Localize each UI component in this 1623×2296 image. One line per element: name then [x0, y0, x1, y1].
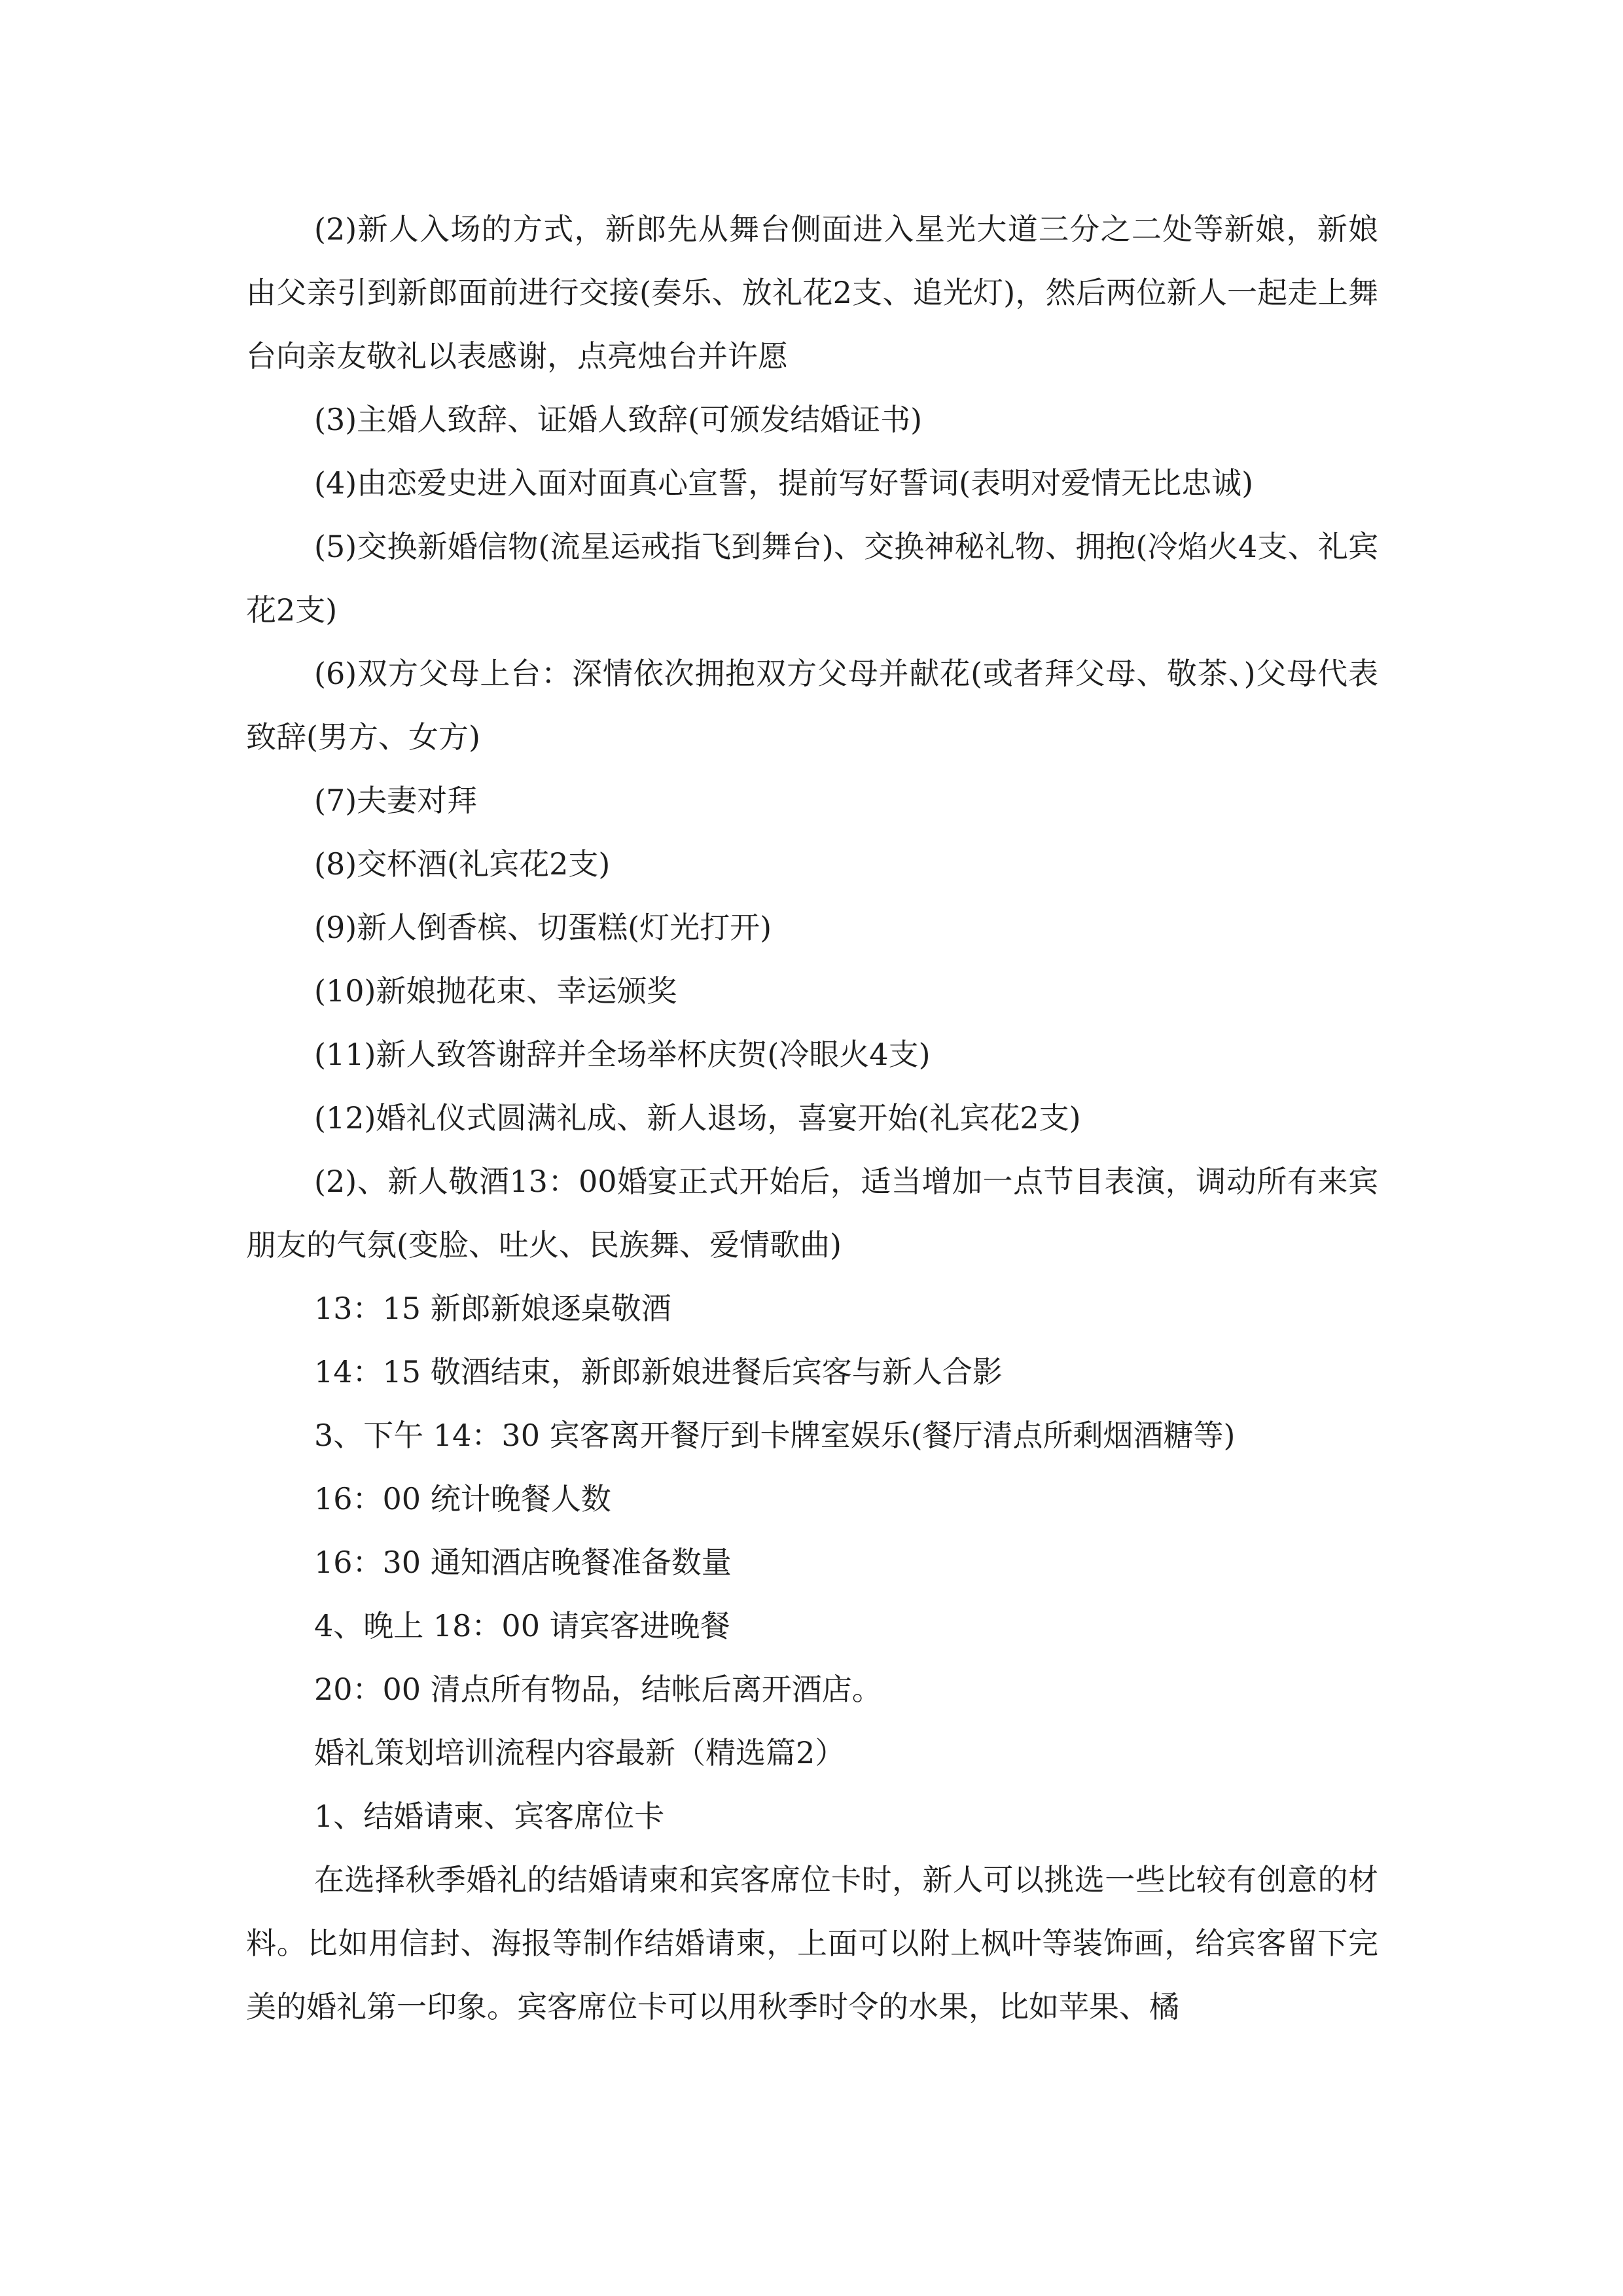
paragraph-officiant-speech: (3)主婚人致辞、证婚人致辞(可颁发结婚证书) — [314, 402, 923, 437]
paragraph-schedule-1315: 13：15 新郎新娘逐桌敬酒 — [314, 1291, 671, 1326]
paragraph-invitations: 在选择秋季婚礼的结婚请柬和宾客席位卡时，新人可以挑选一些比较有创意的材料。比如用信封、海报等制作结婚请柬，上面可以附上枫叶等装饰画，给宾客留下完美的婚礼第一印象。宾客席位卡可以用秋季时令的水果，比如苹果、橘 — [246, 1862, 1378, 2024]
document-body — [246, 198, 1378, 2039]
paragraph-vows: (4)由恋爱史进入面对面真心宣誓，提前写好誓词(表明对爱情无比忠诚) — [314, 465, 1254, 501]
paragraph-schedule-1415: 14：15 敬酒结束，新郎新娘进餐后宾客与新人合影 — [314, 1354, 1003, 1390]
paragraph-cross-cup-wine: (8)交杯酒(礼宾花2支) — [314, 846, 611, 882]
paragraph-parents-stage: (6)双方父母上台：深情依次拥抱双方父母并献花(或者拜父母、敬茶、)父母代表致辞(男方、女方) — [246, 656, 1378, 755]
paragraph-schedule-1600: 16：00 统计晚餐人数 — [314, 1481, 611, 1516]
paragraph-exchange-tokens: (5)交换新婚信物(流星运戒指飞到舞台)、交换神秘礼物、拥抱(冷焰火4支、礼宾花2支) — [246, 529, 1378, 628]
subsection-heading: 1、结婚请柬、宾客席位卡 — [314, 1799, 665, 1834]
paragraph-thanks-toast: (11)新人致答谢辞并全场举杯庆贺(冷眼火4支) — [314, 1037, 931, 1072]
paragraph-schedule-1430: 3、下午 14：30 宾客离开餐厅到卡牌室娱乐(餐厅清点所剩烟酒糖等) — [314, 1418, 1236, 1453]
paragraph-ceremony-end: (12)婚礼仪式圆满礼成、新人退场，喜宴开始(礼宾花2支) — [314, 1100, 1081, 1136]
paragraph-champagne-cake: (9)新人倒香槟、切蛋糕(灯光打开) — [314, 910, 772, 945]
paragraph-bouquet-toss: (10)新娘抛花束、幸运颁奖 — [314, 973, 677, 1009]
section-heading: 婚礼策划培训流程内容最新（精选篇2） — [314, 1735, 846, 1770]
paragraph-couple-bow: (7)夫妻对拜 — [314, 783, 478, 818]
paragraph-schedule-2000: 20：00 清点所有物品，结帐后离开酒店。 — [314, 1672, 882, 1707]
paragraph-entrance: (2)新人入场的方式，新郎先从舞台侧面进入星光大道三分之二处等新娘，新娘由父亲引到新郎面前进行交接(奏乐、放礼花2支、追光灯)，然后两位新人一起走上舞台向亲友敬礼以表感谢，点亮烛台并许愿 — [246, 211, 1378, 374]
paragraph-toasting: (2)、新人敬酒13：00婚宴正式开始后，适当增加一点节目表演，调动所有来宾朋友的气氛(变脸、吐火、民族舞、爱情歌曲) — [246, 1164, 1378, 1263]
paragraph-schedule-1800: 4、晚上 18：00 请宾客进晚餐 — [314, 1608, 730, 1643]
paragraph-schedule-1630: 16：30 通知酒店晚餐准备数量 — [314, 1545, 732, 1580]
